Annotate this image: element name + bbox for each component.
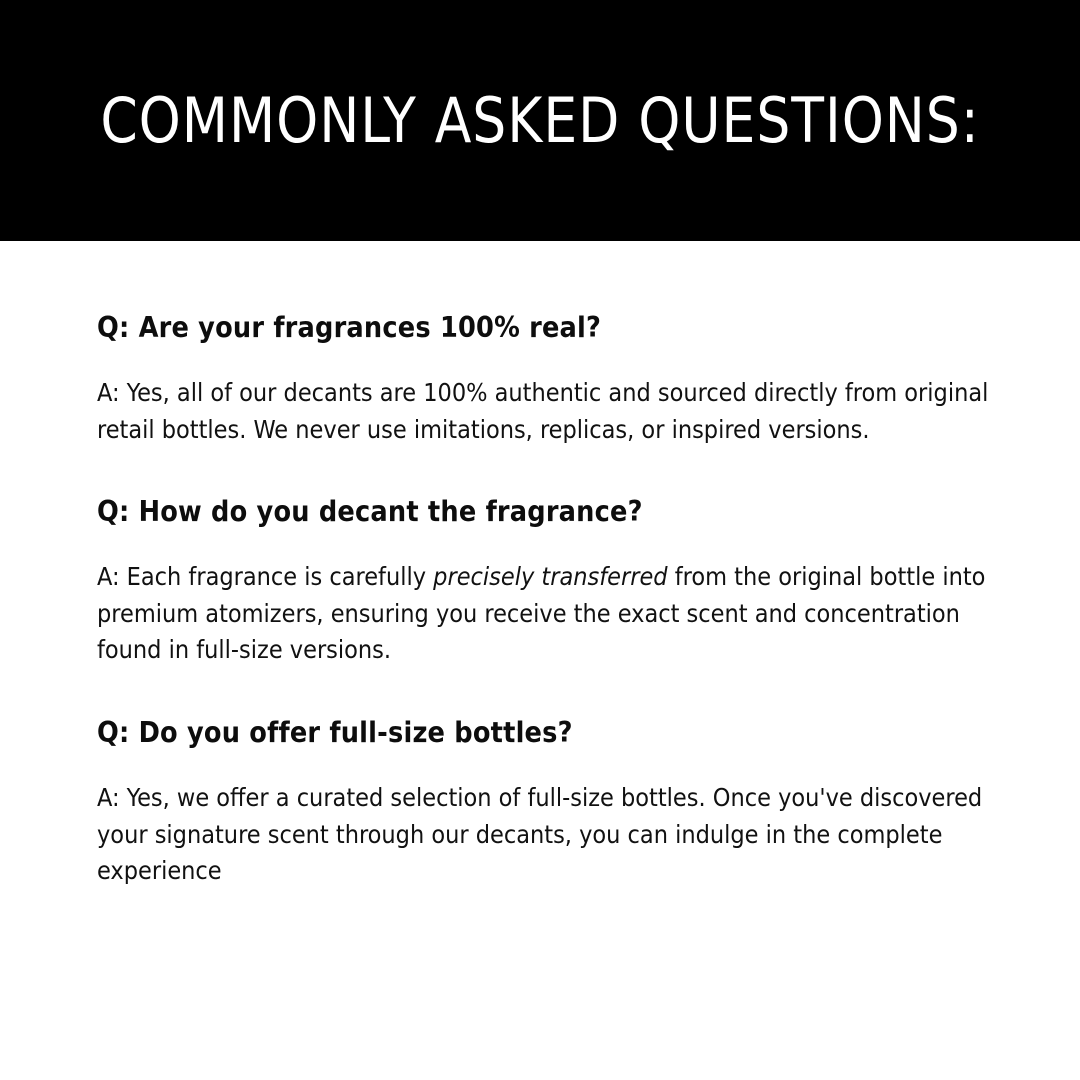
faq-answer-suffix: from the original bottle into premium atomizers, ensuring you receive the exact scent and concentration found in full-size versions.	[97, 562, 986, 665]
faq-answer-prefix: A: Each fragrance is carefully	[97, 562, 434, 592]
faq-answer	[97, 559, 1006, 669]
faq-item	[97, 495, 1006, 669]
faq-question: Q: How do you decant the fragrance?	[97, 495, 643, 529]
faq-answer-emphasis: precisely transferred	[433, 562, 668, 592]
faq-item	[97, 311, 1006, 448]
page-title: COMMONLY ASKED QUESTIONS:	[100, 83, 980, 157]
faq-answer: A: Yes, all of our decants are 100% authentic and sourced directly from original retail bottles. We never use imitations, replicas, or inspired versions.	[97, 378, 989, 444]
faq-question: Q: Do you offer full-size bottles?	[97, 715, 573, 749]
faq-list	[0, 241, 1080, 890]
faq-answer: A: Yes, we offer a curated selection of full-size bottles. Once you've discovered your signature scent through our decants, you can indulge in the complete experience	[97, 783, 983, 886]
faq-item	[97, 716, 1006, 890]
header-band	[0, 0, 1080, 241]
faq-question: Q: Are your fragrances 100% real?	[97, 311, 602, 344]
